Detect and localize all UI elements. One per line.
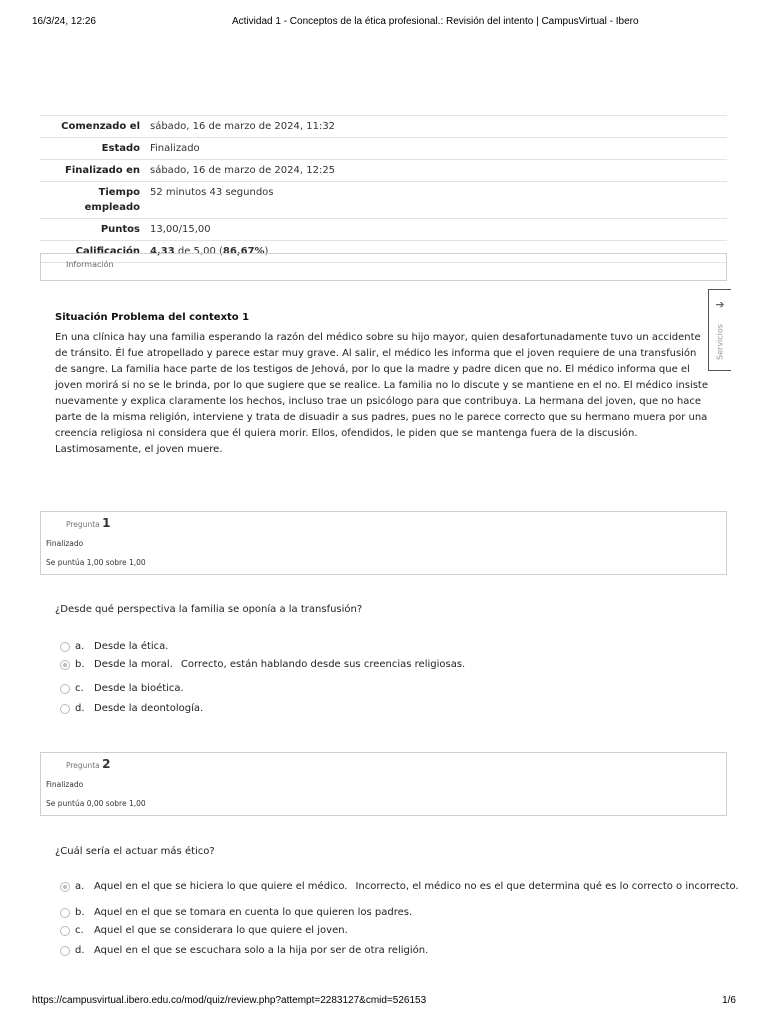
summary-label: Puntos [100,224,140,235]
answer-option[interactable] [60,922,710,940]
question-number [66,757,110,771]
summary-label: Finalizado en [65,165,140,176]
grade-close: ) [264,246,269,257]
question-number-value: 2 [102,757,111,771]
answer-option[interactable] [60,656,710,674]
answer-option[interactable] [60,904,710,922]
answer-text: Aquel en el que se tomara en cuenta lo que quieren los padres. [94,907,413,918]
question-text: ¿Desde qué perspectiva la familia se oponía a la transfusión? [55,604,363,615]
summary-row-points [40,219,727,241]
answer-option[interactable] [60,878,739,896]
summary-label: Calificación [75,246,140,257]
summary-value: 52 minutos 43 segundos [150,187,274,198]
answer-list [60,638,710,718]
answer-option[interactable] [60,700,710,718]
radio-button[interactable] [60,946,70,956]
summary-value: Finalizado [150,143,200,154]
question-info-box [40,511,727,575]
situation-section [55,310,710,458]
answer-text: Desde la bioética. [94,683,184,694]
answer-text: Desde la moral. Correcto, están hablando desde sus creencias religiosas. [94,659,466,670]
question-info-box [40,752,727,816]
answer-letter: a. [75,641,85,652]
grade-out-of: de 5,00 ( [174,246,223,257]
summary-row-time-taken [40,182,727,219]
services-drawer-toggle[interactable] [708,289,731,371]
answer-text: Desde la ética. [94,641,169,652]
information-box [40,253,727,281]
summary-label: Tiempo empleado [84,187,140,213]
answer-letter: c. [75,925,84,936]
services-label: Servicios [715,324,725,360]
summary-value: 13,00/15,00 [150,224,211,235]
question-number [66,516,110,530]
summary-row-finished [40,160,727,182]
answer-text: Aquel en el que se escuchara solo a la hija por ser de otra religión. [94,945,429,956]
print-date: 16/3/24, 12:26 [32,16,96,27]
question-grade: Se puntúa 0,00 sobre 1,00 [46,799,146,808]
summary-row-started [40,116,727,138]
answer-letter: b. [75,907,85,918]
print-page-number: 1/6 [722,995,736,1006]
answer-text: Aquel en el que se hiciera lo que quiere el médico. Incorrecto, el médico no es el que determina qué es lo correcto o incorrecto. [94,881,739,892]
radio-button[interactable] [60,704,70,714]
summary-label: Comenzado el [61,121,140,132]
question-prefix: Pregunta [66,761,100,770]
grade-percent: 86,67% [222,246,265,257]
summary-value: sábado, 16 de marzo de 2024, 12:25 [150,165,336,176]
summary-value: sábado, 16 de marzo de 2024, 11:32 [150,121,336,132]
answer-feedback: Incorrecto, el médico no es el que determina qué es lo correcto o incorrecto. [355,881,739,892]
answer-letter: c. [75,683,84,694]
attempt-summary-table [40,115,727,263]
question-grade: Se puntúa 1,00 sobre 1,00 [46,558,146,567]
question-prefix: Pregunta [66,520,100,529]
radio-button-selected[interactable] [60,660,70,670]
answer-option[interactable] [60,638,710,656]
radio-button[interactable] [60,926,70,936]
answer-feedback: Correcto, están hablando desde sus creencias religiosas. [180,659,466,670]
radio-button-selected[interactable] [60,882,70,892]
answer-list [60,878,739,960]
print-url: https://campusvirtual.ibero.edu.co/mod/quiz/review.php?attempt=2283127&cmid=526153 [32,995,427,1006]
summary-row-state [40,138,727,160]
radio-button[interactable] [60,642,70,652]
grade-value: 4,33 [150,246,175,257]
answer-letter: d. [75,703,85,714]
question-number-value: 1 [102,516,111,530]
question-state: Finalizado [46,539,84,548]
arrow-right-icon: ➔ [715,298,725,311]
situation-title: Situación Problema del contexto 1 [55,312,250,323]
answer-text: Desde la deontología. [94,703,204,714]
radio-button[interactable] [60,908,70,918]
answer-option[interactable] [60,942,710,960]
answer-letter: d. [75,945,85,956]
print-page-title: Actividad 1 - Conceptos de la ética profesional.: Revisión del intento | CampusVirtual - Ibero [232,16,639,27]
situation-text: En una clínica hay una familia esperando la razón del médico sobre su hijo mayor, quien desafortunadamente tuvo un accidente de tránsito. Él fue atropellado y parece estar muy grave. Al salir, el médico les informa que el joven requiere de una transfusión de sangre. La familia hace parte de los testigos de Jehová, por lo que la madre y padre dicen que no. El médico informa que el joven morirá si no se le brinda, por lo que sugiere que se realice. La familia no lo discute y se mantiene en el no. El médico insiste nuevamente y explica claramente los hechos, incluso trae un psicólogo para que contribuya. La hermana del joven, que no hace parte de la misma religión, interviene y trata de disuadir a sus padres, pues no le parece correcto que su hermano muera por una creencia religiosa ni considera que él quiera morir. Ellos, ofendidos, le piden que se mantenga fuera de la discusión. Lastimosamente, el joven muere. [55,332,709,455]
information-label: Información [66,260,114,269]
answer-text: Aquel el que se considerara lo que quiere el joven. [94,925,348,936]
answer-letter: b. [75,659,85,670]
question-text: ¿Cuál sería el actuar más ético? [55,846,215,857]
question-state: Finalizado [46,780,84,789]
answer-option[interactable] [60,680,710,698]
answer-letter: a. [75,881,85,892]
radio-button[interactable] [60,684,70,694]
summary-label: Estado [101,143,140,154]
